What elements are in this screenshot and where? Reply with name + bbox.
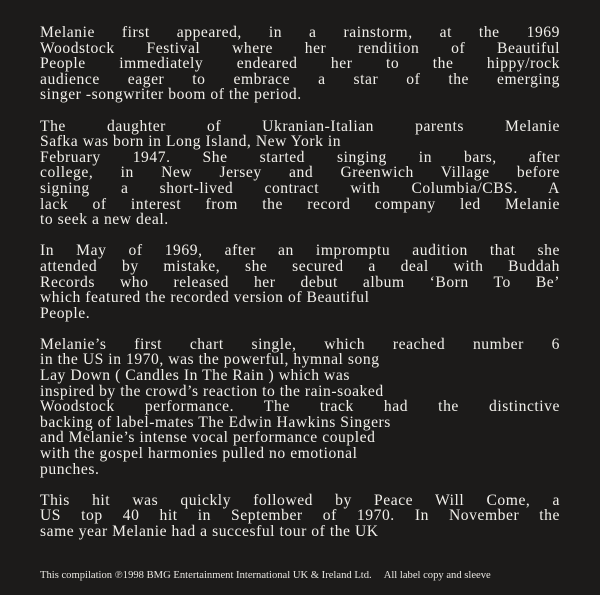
text-line: audience eager to embrace a star of the emerging [40,70,560,88]
text-line: People immediately endeared her to the hippy/rock [40,55,560,73]
copyright-notice: This compilation ℗1998 BMG Entertainment International UK & Ireland Ltd. [40,570,372,581]
text-line: Records who released her debut album ‘Born To Be’ [40,273,560,291]
text-line: In May of 1969, after an impromptu audition that she [40,242,560,260]
text-line: college, in New Jersey and Greenwich Village before [40,164,560,182]
text-line: People. [40,304,91,322]
paragraph-biography [40,119,560,228]
text-line: same year Melanie had a succesful tour of the UK [40,523,379,540]
text-line: US top 40 hit in September of 1970. In November the [40,507,560,525]
liner-notes-body [40,25,560,555]
paragraph-first-single [40,337,560,477]
text-line: and Melanie’s intense vocal performance coupled [40,429,376,447]
text-line: which featured the recorded version of Beautiful [40,289,370,307]
rights-notice: All label copy and sleeve [383,570,491,581]
text-line: Lay Down ( Candles In The Rain ) which was [40,367,350,385]
paragraph-peace-will-come [40,493,560,540]
text-line: This hit was quickly followed by Peace Will Come, a [40,491,560,509]
text-line: February 1947. She started singing in bars, after [40,148,560,166]
text-line: Woodstock performance. The track had the distinctive [40,398,560,416]
text-line: backing of label-mates The Edwin Hawkins Singers [40,413,391,431]
text-line: in the US in 1970, was the powerful, hymnal song [40,351,380,369]
text-line: inspired by the crowd’s reaction to the rain-soaked [40,382,384,400]
copyright-footer [40,570,600,582]
text-line: Melanie’s first chart single, which reached number 6 [40,335,560,353]
text-line: attended by mistake, she secured a deal with Buddah [40,257,560,275]
text-line: singer -songwriter boom of the period. [40,86,302,104]
text-line: lack of interest from the record company led Melanie [40,195,560,213]
paragraph-woodstock [40,25,560,103]
text-line: to seek a new deal. [40,211,169,229]
text-line: Safka was born in Long Island, New York in [40,133,342,151]
text-line: with the gospel harmonies pulled no emotional [40,445,358,463]
text-line: Woodstock Festival where her rendition of Beautiful [40,39,560,57]
text-line: The daughter of Ukranian-Italian parents Melanie [40,117,560,135]
text-line: punches. [40,460,100,478]
text-line: signing a short-lived contract with Columbia/CBS. A [40,179,560,197]
paragraph-buddah-deal [40,243,560,321]
text-line: Melanie first appeared, in a rainstorm, at the 1969 [40,24,560,41]
